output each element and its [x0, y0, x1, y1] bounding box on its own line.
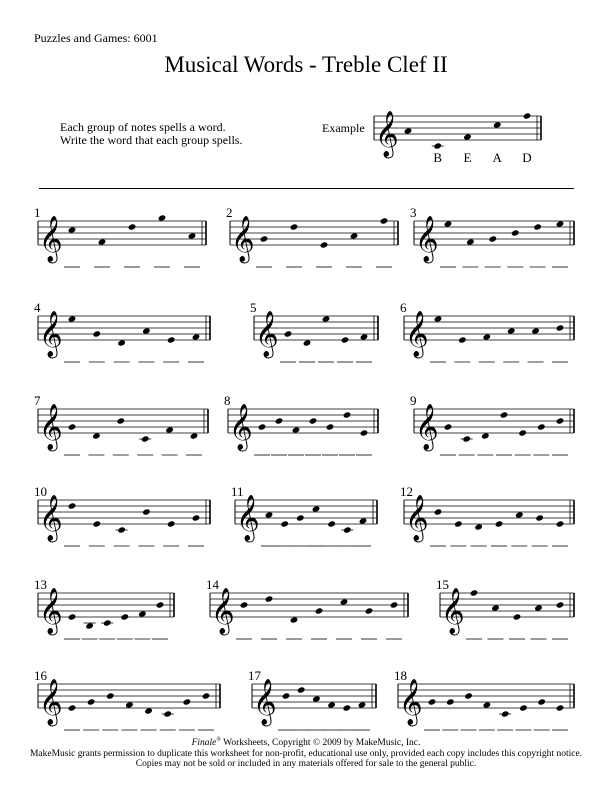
exercise-staff [248, 286, 392, 376]
note-head [537, 423, 546, 431]
note-head [470, 589, 479, 597]
treble-clef-icon: 𝄞 [405, 311, 429, 357]
exercise-staff [32, 379, 222, 469]
page-title: Musical Words - Treble Clef II [164, 52, 448, 77]
example-label: Example [322, 121, 365, 135]
note-head [434, 508, 443, 516]
note-head [428, 698, 437, 706]
exercise-number: 17 [248, 668, 261, 683]
note-head [116, 417, 125, 425]
treble-clef-icon: 𝄞 [253, 679, 277, 725]
note-head [92, 330, 101, 338]
note-head [446, 698, 455, 706]
note-head [167, 336, 176, 344]
treble-clef-icon: 𝄞 [255, 311, 279, 357]
instruction-line: Write the word that each group spells. [60, 133, 243, 147]
treble-clef-icon: 𝄞 [39, 588, 63, 634]
treble-clef-icon: 𝄞 [405, 495, 429, 541]
note-head [556, 601, 565, 609]
exercise-number: 12 [400, 484, 413, 499]
exercise-number: 8 [224, 393, 231, 408]
example-staff [368, 86, 555, 176]
exercise-number: 16 [34, 668, 47, 683]
exercise-number: 9 [410, 393, 417, 408]
note-head [360, 429, 369, 437]
exercise-staff [32, 286, 224, 376]
exercise-staff [398, 470, 588, 560]
instructions [60, 121, 242, 147]
note-head [282, 692, 291, 700]
note-head [290, 223, 299, 231]
instruction-line: Each group of notes spells a word. [60, 120, 226, 134]
note-head [556, 417, 565, 425]
note-head [343, 411, 352, 419]
exercise-staff [224, 191, 412, 281]
example-letter: D [522, 150, 532, 165]
note-head [533, 223, 542, 231]
note-head [167, 520, 176, 528]
note-head [556, 704, 565, 712]
footer-line3: Copies may not be sold or included in any materials offered for sale to the general public. [135, 759, 477, 770]
treble-clef-icon: 𝄞 [231, 216, 255, 262]
treble-clef-icon: 𝄞 [415, 216, 439, 262]
note-head [183, 698, 192, 706]
exercise-number: 3 [410, 205, 417, 220]
note-head [106, 692, 115, 700]
exercise-number: 15 [436, 577, 449, 592]
note-head [488, 235, 497, 243]
note-head [511, 229, 520, 237]
exercise-number: 1 [34, 205, 41, 220]
note-head [556, 324, 565, 332]
note-head [556, 520, 565, 528]
note-head [142, 508, 151, 516]
note-head [87, 698, 96, 706]
note-head [327, 520, 336, 528]
exercise-number: 2 [226, 205, 233, 220]
exercise-staff [32, 191, 220, 281]
treble-clef-icon: 𝄞 [39, 679, 63, 725]
exercise-number: 7 [34, 393, 41, 408]
exercise-staff [408, 379, 588, 469]
note-head [500, 411, 509, 419]
treble-clef-icon: 𝄞 [39, 404, 63, 450]
note-head [297, 686, 306, 694]
exercise-number: 14 [206, 577, 219, 592]
note-head [462, 435, 471, 443]
note-head [343, 526, 352, 534]
example-letter: A [492, 150, 502, 165]
exercise-number: 18 [394, 668, 407, 683]
footer-brand: Finale [191, 738, 217, 749]
note-head [68, 613, 77, 621]
note-head [156, 601, 165, 609]
note-head [365, 607, 374, 615]
note-head [92, 520, 101, 528]
note-head [523, 112, 532, 120]
exercise-staff [408, 191, 588, 281]
note-head [537, 698, 546, 706]
note-head [320, 241, 329, 249]
note-head [68, 502, 77, 510]
note-head [454, 520, 463, 528]
note-head [296, 514, 305, 522]
note-head [240, 601, 249, 609]
treble-clef-icon: 𝄞 [39, 495, 63, 541]
note-head [68, 704, 77, 712]
example-letter: E [463, 150, 472, 165]
note-head [458, 336, 467, 344]
note-head [513, 613, 522, 621]
exercise-staff [434, 563, 588, 653]
exercise-staff [392, 654, 588, 744]
note-head [284, 330, 293, 338]
treble-clef-icon: 𝄞 [39, 311, 63, 357]
note-head [341, 336, 350, 344]
exercise-staff [229, 470, 391, 560]
exercise-number: 10 [34, 484, 47, 499]
note-head [202, 692, 211, 700]
example-letter: B [433, 150, 443, 165]
treble-clef-icon: 𝄞 [236, 495, 260, 541]
note-head [280, 520, 289, 528]
exercise-staff [32, 654, 234, 744]
note-head [315, 607, 324, 615]
note-head [342, 704, 351, 712]
note-head [192, 514, 201, 522]
exercise-number: 13 [34, 577, 47, 592]
exercise-staff [204, 563, 422, 653]
exercise-staff [32, 470, 224, 560]
treble-clef-icon: 𝄞 [399, 679, 423, 725]
footer-line1: Worksheets, Copyright © 2009 by MakeMusic, Inc. [220, 738, 421, 749]
note-head [518, 429, 527, 437]
note-head [68, 423, 77, 431]
note-head [535, 514, 544, 522]
exercise-number: 6 [400, 300, 407, 315]
note-head [258, 423, 267, 431]
exercise-number: 5 [250, 300, 257, 315]
note-head [117, 526, 126, 534]
note-head [260, 235, 269, 243]
treble-clef-icon: 𝄞 [39, 216, 63, 262]
note-head [390, 601, 399, 609]
treble-clef-icon: 𝄞 [415, 404, 439, 450]
note-head [464, 692, 473, 700]
footer-reg: ® [216, 737, 221, 743]
exercise-number: 11 [231, 484, 244, 499]
note-head [495, 520, 504, 528]
note-head [275, 417, 284, 425]
note-head [141, 435, 150, 443]
exercise-staff [398, 286, 588, 376]
note-head [501, 710, 510, 718]
note-head [128, 223, 137, 231]
exercise-staff [222, 379, 392, 469]
treble-clef-icon: 𝄞 [441, 588, 465, 634]
note-head [103, 619, 112, 627]
note-head [120, 613, 129, 621]
exercise-staff [32, 563, 188, 653]
note-head [265, 595, 274, 603]
note-head [309, 417, 318, 425]
divider-line [39, 188, 574, 189]
note-head [163, 710, 172, 718]
note-head [433, 142, 442, 150]
note-head [444, 423, 453, 431]
treble-clef-icon: 𝄞 [229, 404, 253, 450]
note-head [519, 704, 528, 712]
exercise-staff [246, 654, 390, 744]
worksheet-header: Puzzles and Games: 6001 [34, 31, 158, 45]
treble-clef-icon: 𝄞 [211, 588, 235, 634]
note-head [380, 217, 389, 225]
exercise-number: 4 [34, 300, 41, 315]
note-head [326, 423, 335, 431]
treble-clef-icon: 𝄞 [375, 111, 399, 157]
footer-line2: MakeMusic grants permission to duplicate this worksheet for non-profit, educational use only, provided each copy includes this copyright notice. [29, 748, 583, 759]
